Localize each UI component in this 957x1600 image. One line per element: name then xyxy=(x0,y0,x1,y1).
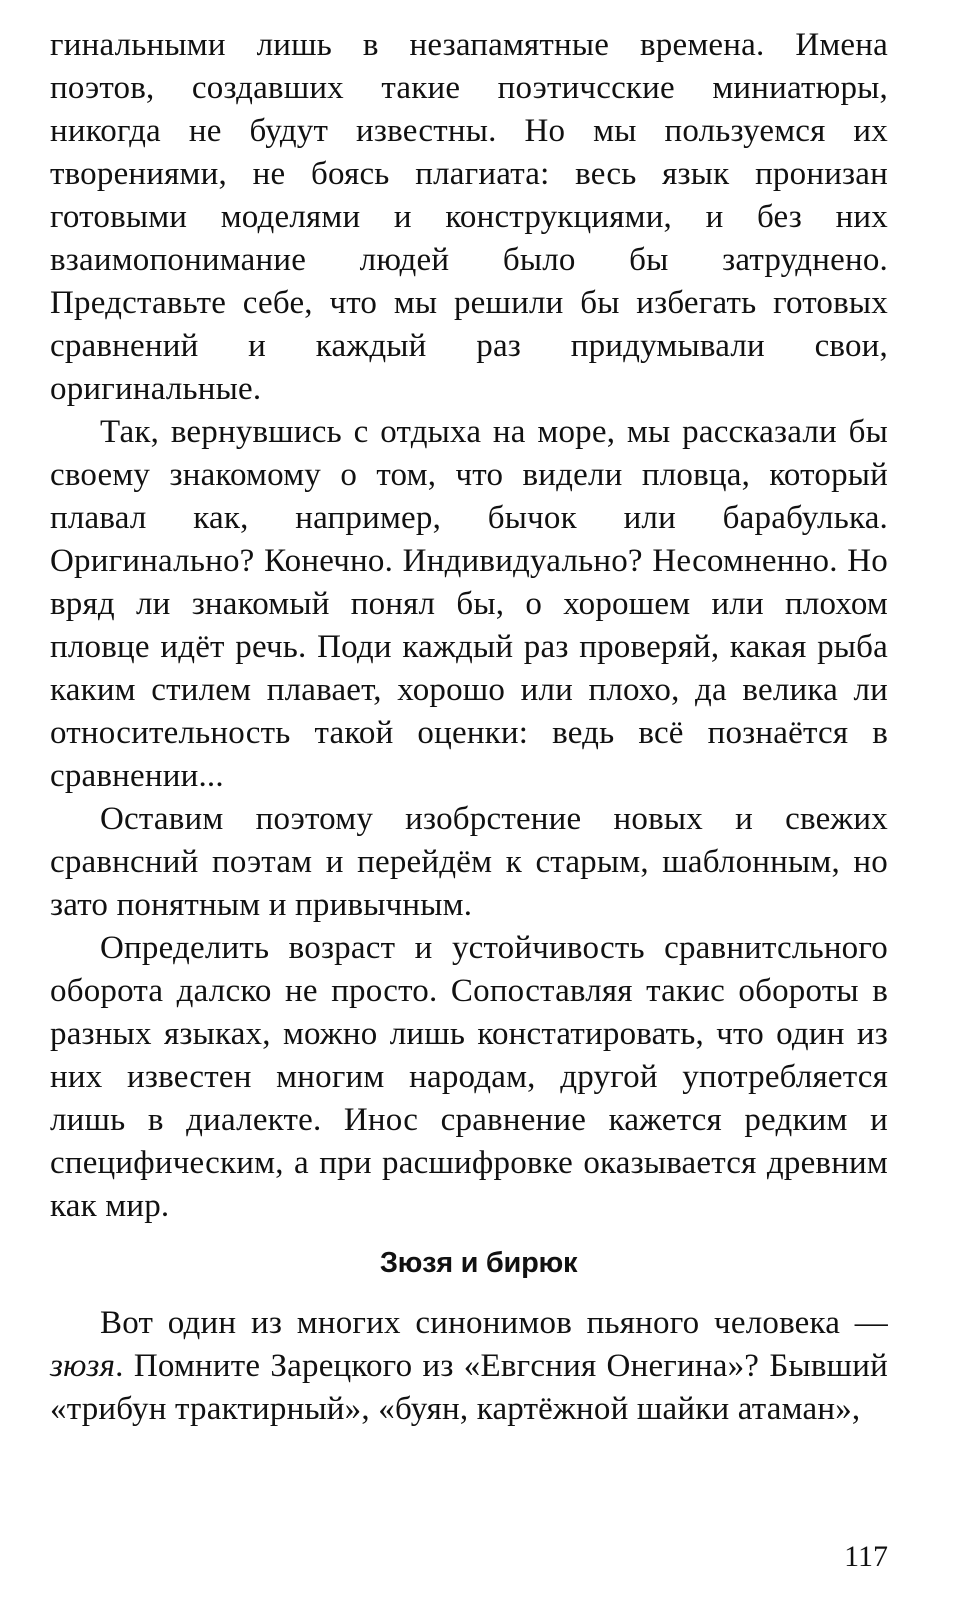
section-heading: Зюзя и бирюк xyxy=(379,1247,578,1279)
body-text-top xyxy=(50,24,888,1228)
body-text-section xyxy=(50,1302,888,1431)
paragraph-3: Оставим поэтому изобрстение новых и свежих сравнсний поэтам и перейдём к старым, шаблонным, но зато понятным и привычным. xyxy=(50,801,888,923)
paragraph-2: Так, вернувшись с отдыха на море, мы рассказали бы своему знакомому о том, что видели пловца, который плавал как, например, бычок или барабулька. Оригинально? Конечно. Индивидуально? Несомненно. Но вряд ли знакомый понял бы, о хорошем или плохом пловце идёт речь. Поди каждый раз проверяй, какая рыба каким стилем плавает, хорошо или плохо, да велика ли относительность такой оценки: ведь всё познаётся в сравнении... xyxy=(50,414,888,794)
page-number: 117 xyxy=(844,1540,888,1573)
paragraph-4: Определить возраст и устойчивость сравнитсльного оборота далско не просто. Сопоставляя такис обороты в разных языках, можно лишь констатировать, что один из них известен многим народам, другой употребляется лишь в диалекте. Инос сравнение кажется редким и специфическим, а при расшифровке оказывается древним как мир. xyxy=(50,930,888,1224)
section-paragraph-1-start: Вот один из многих синонимов пьяного человека — xyxy=(100,1305,888,1341)
paragraph-continuation: гинальными лишь в незапамятные времена. Имена поэтов, создавших такие поэтичсские миниатюры, никогда не будут известны. Но мы пользуемся их творениями, не боясь плагиата: весь язык пронизан готовыми моделями и конструкциями, и без них взаимопонимание людей было бы затруднено. Представьте себе, что мы решили бы избегать готовых сравнений и каждый раз придумывали свои, оригинальные. xyxy=(50,27,888,407)
section-paragraph-1-end: . Помните Зарецкого из «Евгсния Онегина»? Бывший «трибун трактирный», «буян, картёжной шайки атаман», xyxy=(50,1348,888,1427)
italic-term: зюзя xyxy=(50,1348,116,1384)
section-paragraph-1 xyxy=(50,1302,888,1431)
